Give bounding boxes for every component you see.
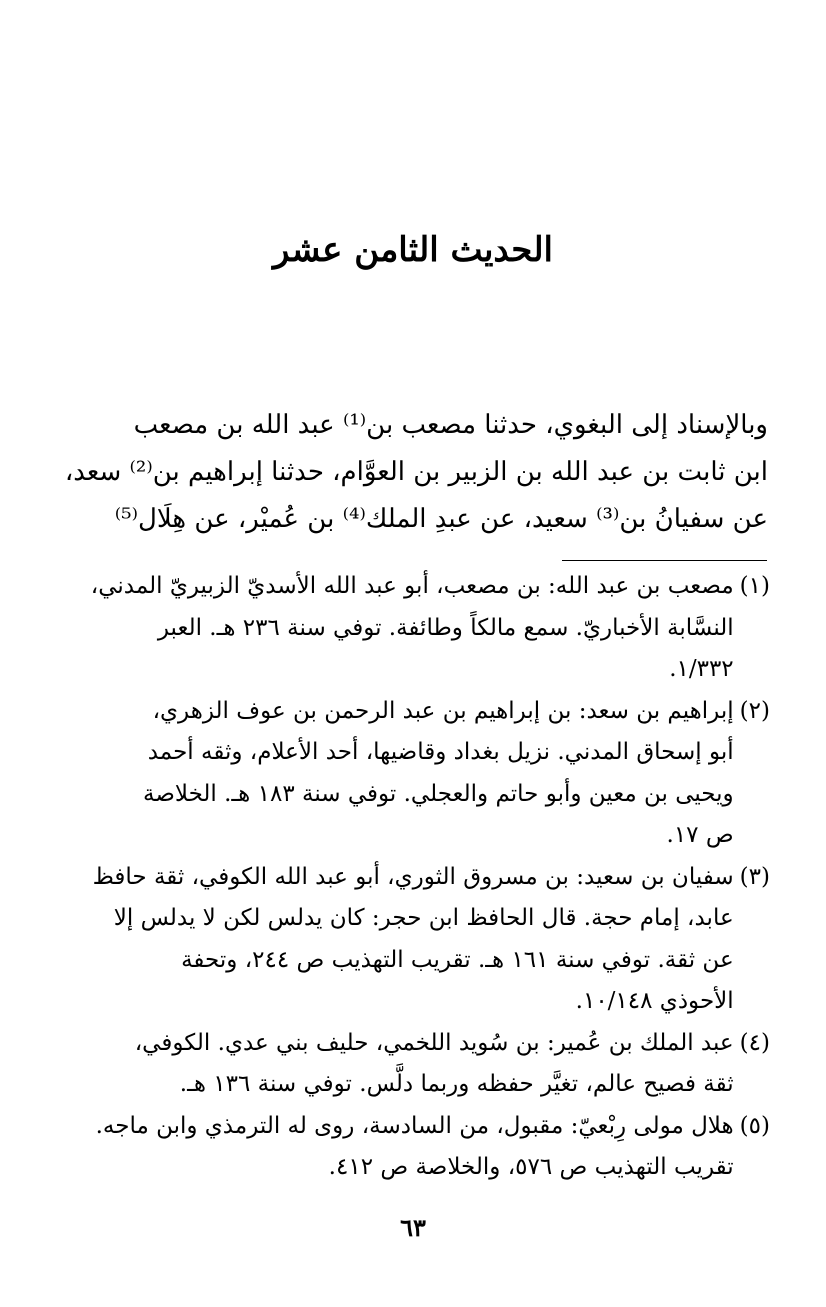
footnotes <box>76 566 770 1189</box>
footnote-2 <box>76 691 770 857</box>
footnote-separator <box>562 560 767 561</box>
footnote-1 <box>76 566 770 691</box>
footnote-line: إبراهيم بن سعد: بن إبراهيم بن عبد الرحمن بن عوف الزهري، <box>152 697 734 724</box>
footnote-number: (٥) <box>739 1112 770 1139</box>
footnote-line: ١/٣٣٢. <box>669 656 734 682</box>
footnote-3 <box>76 857 770 1023</box>
footnote-line: هلال مولى رِبْعيّ: مقبول، من السادسة، روى له الترمذي وابن ماجه. <box>95 1112 734 1139</box>
footnote-number: (٣) <box>739 863 770 890</box>
footnote-line: ويحيى بن معين وأبو حاتم والعجلي. توفي سنة ١٨٣ هـ. الخلاصة <box>142 780 734 807</box>
footnote-line: ص ١٧. <box>666 822 734 848</box>
footnote-line: مصعب بن عبد الله: بن مصعب، أبو عبد الله الأسديّ الزبيريّ المدني، <box>90 573 734 599</box>
footnote-line: عابد، إمام حجة. قال الحافظ ابن حجر: كان يدلس لكن لا يدلس إلا <box>113 905 734 931</box>
footnote-text <box>76 857 734 1023</box>
footnote-line: الأحوذي ١٠/١٤٨. <box>575 988 734 1014</box>
footnote-line: تقريب التهذيب ص ٥٧٦، والخلاصة ص ٤١٢. <box>328 1154 734 1180</box>
footnote-number: (٤) <box>739 1029 770 1056</box>
footnote-line: عن ثقة. توفي سنة ١٦١ هـ. تقريب التهذيب ص ٢٤٤، وتحفة <box>181 946 734 973</box>
footnote-text <box>76 566 734 691</box>
footnote-text <box>76 691 734 857</box>
hadith-text <box>64 402 768 543</box>
text-line: ابن ثابت بن عبد الله بن الزبير بن العوَّام، حدثنا إبراهيم بن⁽²⁾ سعد، <box>64 457 768 487</box>
footnote-line: عبد الملك بن عُمير: بن سُويد اللخمي، حليف بني عدي. الكوفي، <box>134 1029 734 1056</box>
footnote-number: (١) <box>739 573 770 599</box>
text-line: وبالإسناد إلى البغوي، حدثنا مصعب بن⁽¹⁾ عبد الله بن مصعب <box>133 410 768 440</box>
footnote-text <box>76 1023 734 1106</box>
page-number: ٦٣ <box>400 1213 426 1242</box>
footnote-text <box>76 1106 734 1189</box>
footnote-line: سفيان بن سعيد: بن مسروق الثوري، أبو عبد الله الكوفي، ثقة حافظ <box>92 863 734 890</box>
footnote-line: ثقة فصيح عالم، تغيَّر حفظه وربما دلَّس. توفي سنة ١٣٦ هـ. <box>179 1071 734 1097</box>
hadith-title: الحديث الثامن عشر <box>272 230 554 270</box>
footnote-4 <box>76 1023 770 1106</box>
footnote-line: النسَّابة الأخباريّ. سمع مالكاً وطائفة. توفي سنة ٢٣٦ هـ. العبر <box>157 614 734 641</box>
text-line: عن سفيانُ بن⁽³⁾ سعيد، عن عبدِ الملك⁽⁴⁾ بن عُميْر، عن هِلَال⁽⁵⁾ <box>114 504 768 534</box>
footnote-5 <box>76 1106 770 1189</box>
footnote-number: (٢) <box>739 697 770 724</box>
footnote-line: أبو إسحاق المدني. نزيل بغداد وقاضيها، أحد الأعلام، وثقه أحمد <box>147 739 734 765</box>
